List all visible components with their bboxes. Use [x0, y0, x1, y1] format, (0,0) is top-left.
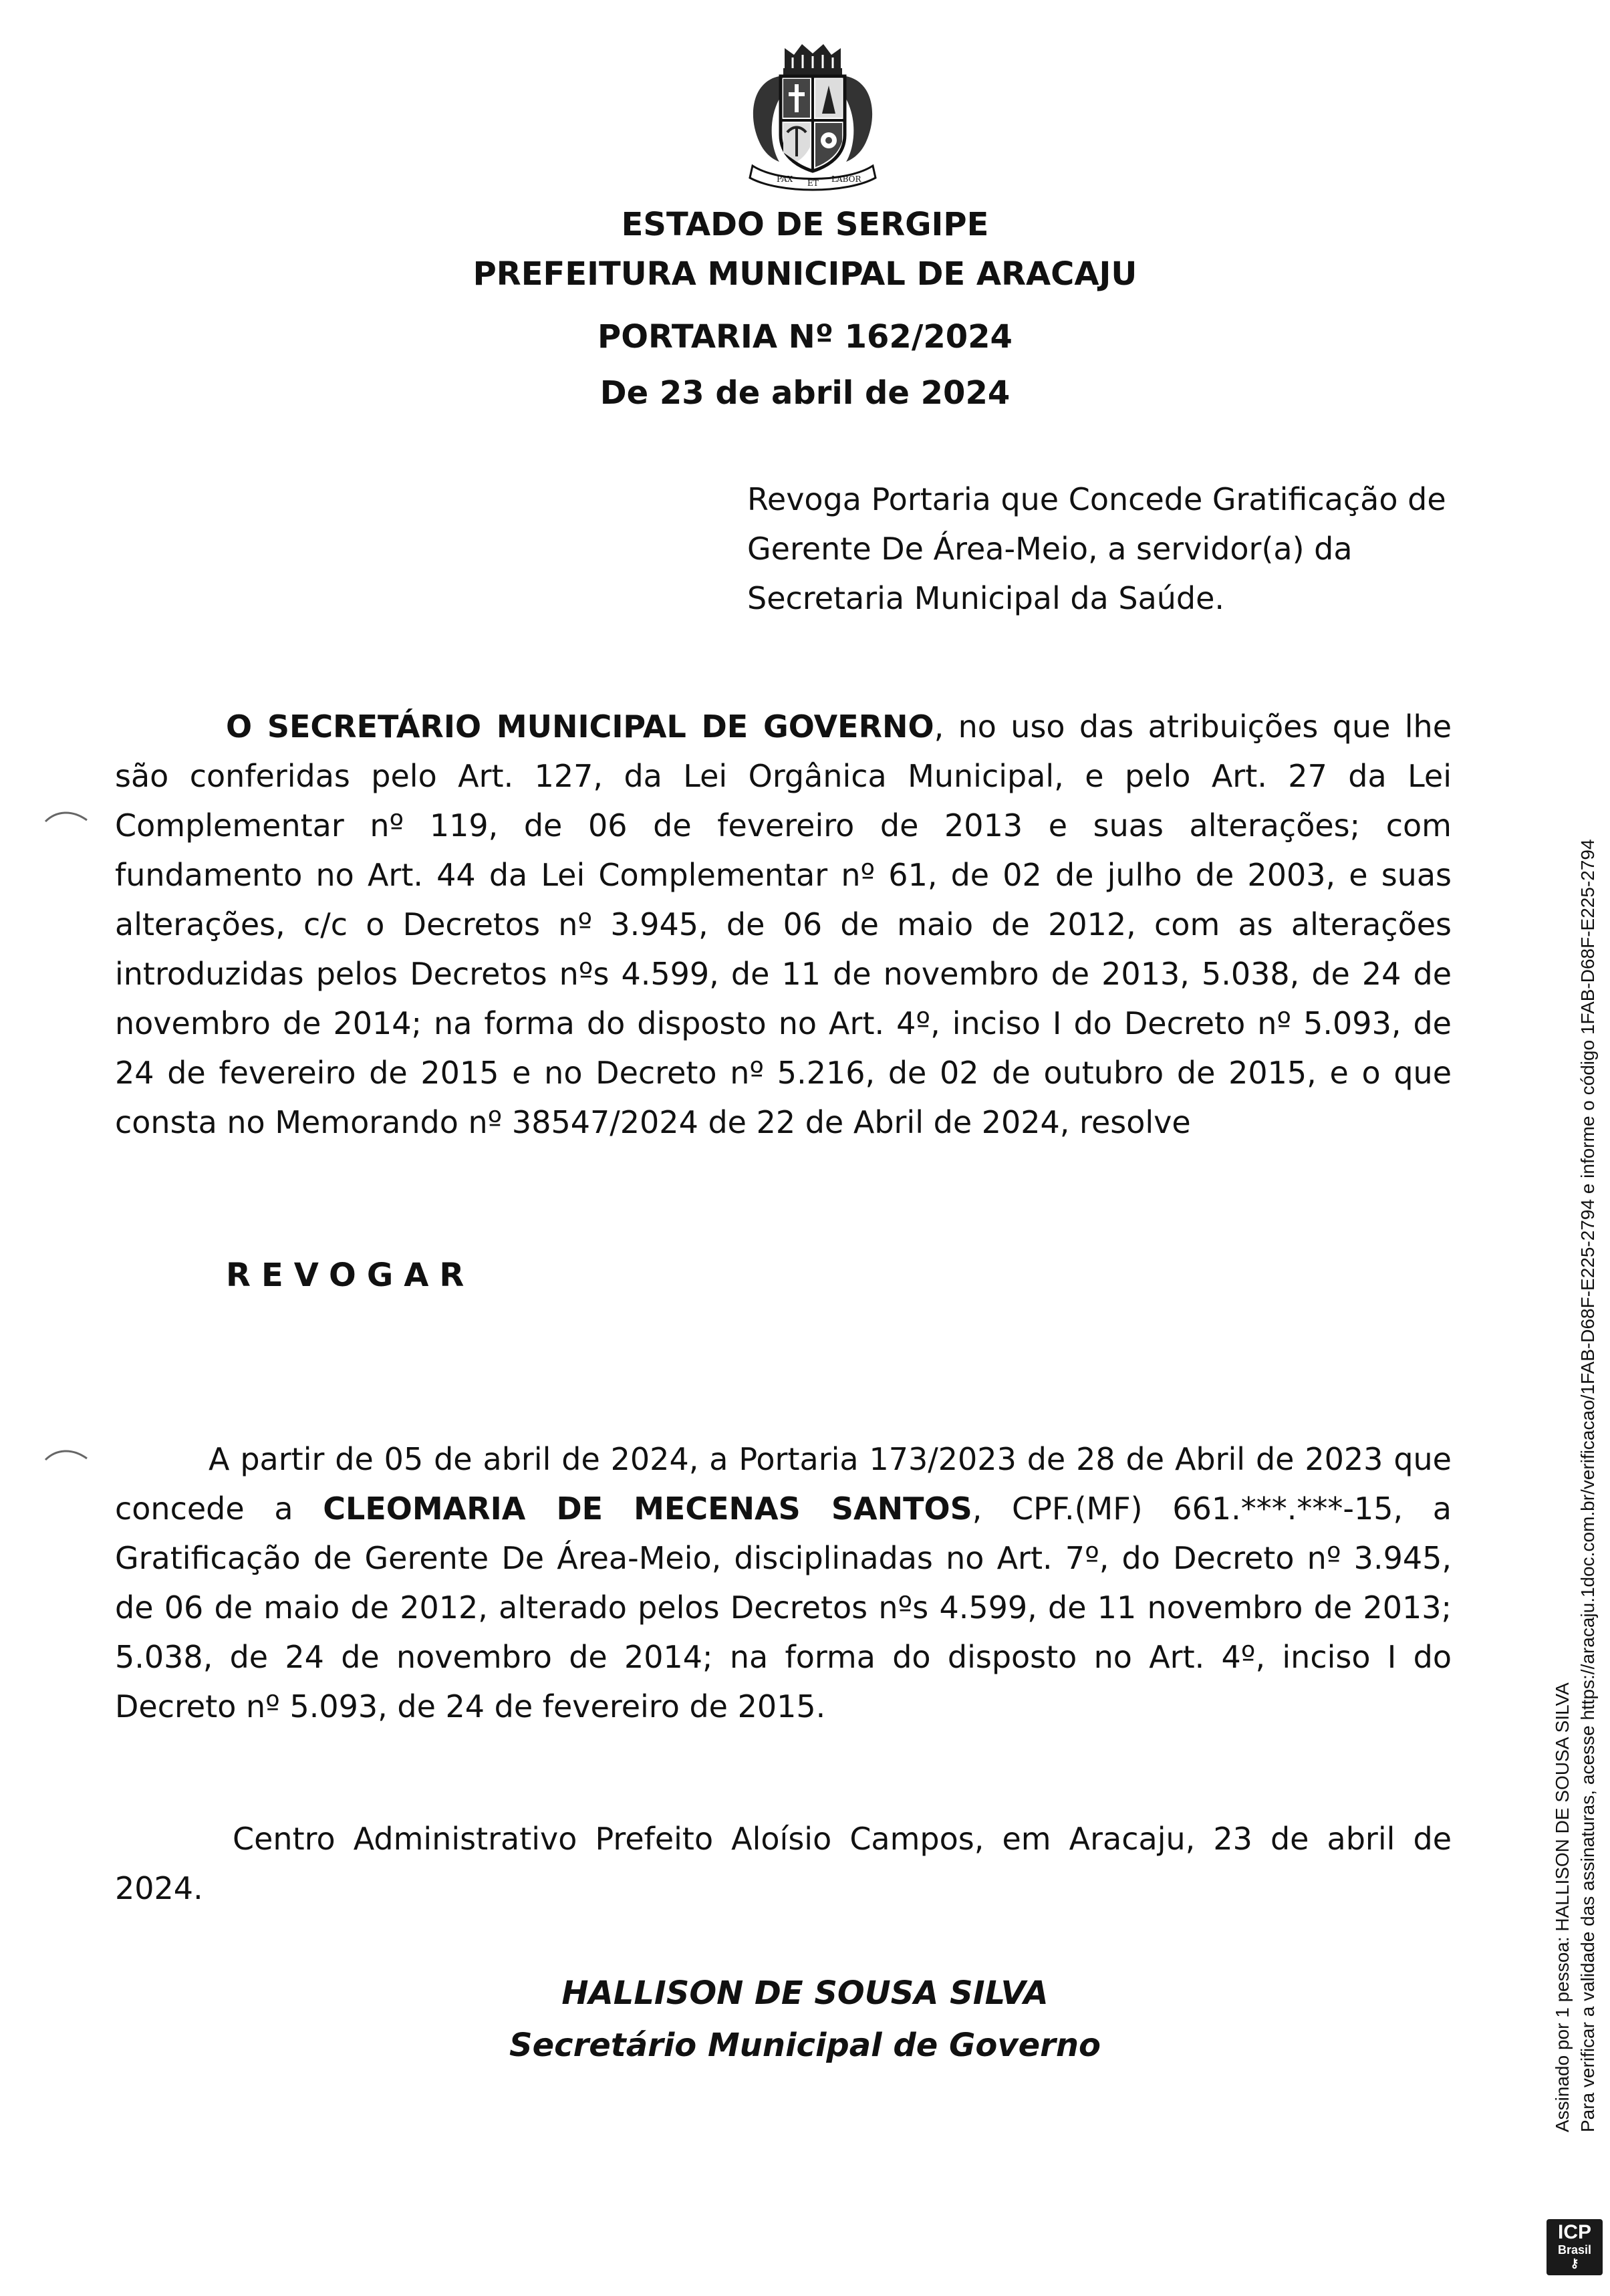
margin-mark: [43, 1444, 96, 1471]
body-part2: , CPF.(MF) 661.***.***-15, a Gratificação de Gerente De Área-Meio, disciplinadas no Art. 7º, do Decreto nº 3.945, de 06 de maio de 2012, alterado pelos Decretos nºs 4.599, de 11 novembro de 2013; 5.038, de 24 de novembro de 2014; na forma do disposto no Art. 4º, inciso I do Decreto nº 5.093, de 24 de fevereiro de 2015.: [115, 1491, 1452, 1725]
signature-notice: Assinado por 1 pessoa: HALLISON DE SOUSA SILVA: [1552, 1682, 1573, 2132]
signer-role: Secretário Municipal de Governo: [509, 2027, 1101, 2064]
preamble-text: , no uso das atribuições que lhe são conferidas pelo Art. 127, da Lei Orgânica Municipal, e pelo Art. 27 da Lei Complementar nº 119, de 06 de fevereiro de 2013 e suas alterações; com fundamento no Art. 44 da Lei Complementar nº 61, de 02 de julho de 2003, e suas alterações, c/c o Decretos nº 3.945, de 06 de maio de 2012, com as alterações introduzidas pelos Decretos nºs 4.599, de 11 de novembro de 2013, 5.038, de 24 de novembro de 2014; na forma do disposto no Art. 4º, inciso I do Decreto nº 5.093, de 24 de fevereiro de 2015 e no Decreto nº 5.216, de 02 de outubro de 2015, e o que consta no Memorando nº 38547/2024 de 22 de Abril de 2024, resolve: [115, 709, 1452, 1140]
ementa: Revoga Portaria que Concede Gratificação de Gerente De Área-Meio, a servidor(a) da Secretaria Municipal da Saúde.: [747, 481, 1446, 616]
icp-label: ICP: [1557, 2221, 1591, 2243]
preamble-paragraph: [115, 702, 1452, 1147]
motto-right: LABOR: [831, 174, 861, 184]
header-state: ESTADO DE SERGIPE: [621, 206, 989, 243]
key-icon: ⚷: [1570, 2257, 1579, 2270]
portaria-date: De 23 de abril de 2024: [599, 374, 1011, 412]
preamble-title: O SECRETÁRIO MUNICIPAL DE GOVERNO: [226, 709, 934, 745]
icp-brasil-badge: [1547, 2219, 1603, 2275]
portaria-number: PORTARIA Nº 162/2024: [597, 318, 1013, 356]
motto-left: PAX: [777, 174, 793, 184]
employee-name: CLEOMARIA DE MECENAS SANTOS: [323, 1491, 972, 1527]
place-date: Centro Administrativo Prefeito Aloísio Campos, em Aracaju, 23 de abril de 2024.: [115, 1821, 1452, 1906]
body-part1: A partir de 05 de abril de 2024, a Portaria 173/2023 de 28 de Abril de 2023 que concede a: [115, 1441, 1452, 1527]
signer-name: HALLISON DE SOUSA SILVA: [561, 1974, 1049, 2012]
action-heading: REVOGAR: [226, 1257, 475, 1294]
header-prefecture: PREFEITURA MUNICIPAL DE ARACAJU: [473, 255, 1137, 293]
motto-middle: ET: [807, 178, 819, 188]
body-paragraph: [115, 1434, 1452, 1731]
margin-mark: [43, 805, 96, 832]
icp-sublabel: Brasil: [1557, 2243, 1592, 2257]
verification-notice: Para verificar a validade das assinaturas, acesse https://aracaju.1doc.com.br/verificacao/1FAB-D68F-E225-2794 e informe o código 1FAB-D68F-E225-2794: [1577, 839, 1598, 2132]
coat-of-arms-logo: [732, 35, 893, 195]
